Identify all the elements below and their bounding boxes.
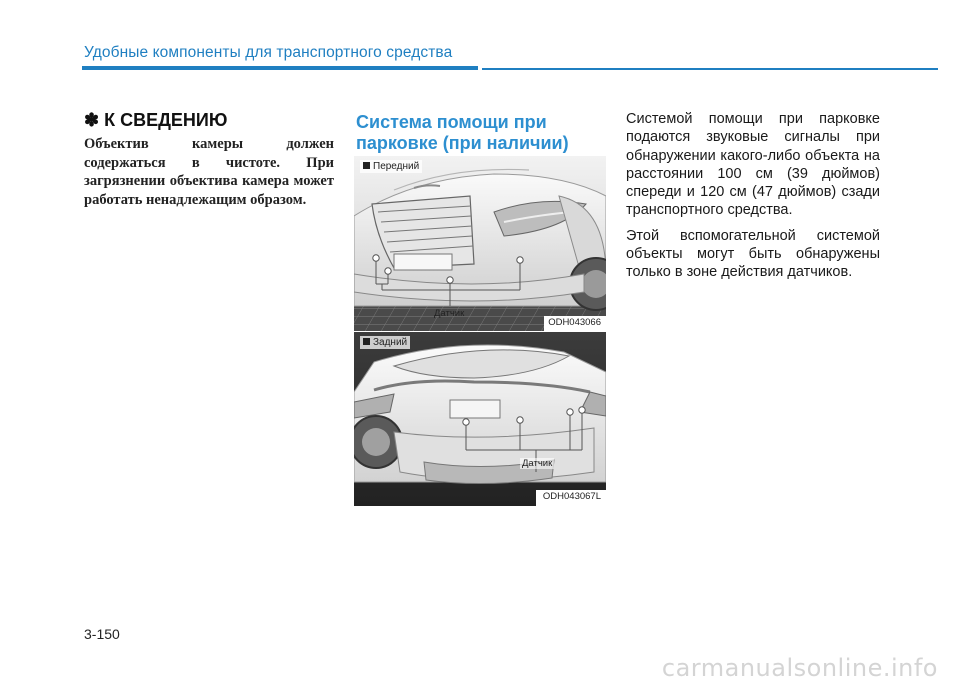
page-header-title: Удобные компоненты для транспортного средства <box>84 44 453 61</box>
watermark-text: carmanualsonline.info <box>661 654 938 682</box>
front-view-panel <box>354 156 606 331</box>
note-body: Объектив камеры должен содержаться в чистоте. При загрязнении объектива камера может работать ненадлежащим образом. <box>84 136 334 208</box>
header-rule-thin <box>482 68 938 70</box>
header-rule-thick <box>82 66 478 70</box>
front-view-label-text: Передний <box>373 161 420 172</box>
front-view-label <box>360 160 422 173</box>
front-sensor-label: Датчик <box>434 308 465 319</box>
page-number: 3-150 <box>84 626 120 642</box>
front-car-illustration <box>354 156 606 331</box>
rear-sensor-label: Датчик <box>522 458 553 469</box>
front-image-code: ODH043066 <box>545 317 604 328</box>
note-column <box>84 110 334 209</box>
section-title <box>356 112 606 154</box>
rear-car-illustration <box>354 332 606 506</box>
description-paragraph-2: Этой вспомогательной системой объекты могут быть обнаружены только в зоне действия датчиков. <box>626 227 880 281</box>
rear-image-code: ODH043067L <box>540 491 604 502</box>
rear-view-panel <box>354 332 606 506</box>
description-paragraph-1: Системой помощи при парковке подаются звуковые сигналы при обнаружении какого-либо объекта на расстоянии 100 см (39 дюймов) спереди и 120 см (47 дюймов) сзади транспортного средства. <box>626 111 880 219</box>
rear-view-label <box>360 336 410 349</box>
section-title-line1: Система помощи при <box>356 112 547 132</box>
square-bullet-icon <box>363 338 370 345</box>
square-bullet-icon <box>363 162 370 169</box>
section-title-line2: парковке (при наличии) <box>356 133 569 153</box>
parking-sensor-figure <box>354 156 606 506</box>
rear-view-label-text: Задний <box>373 337 408 348</box>
description-column <box>626 110 880 289</box>
note-heading <box>84 110 334 131</box>
note-heading-text: К СВЕДЕНИЮ <box>104 110 228 130</box>
note-symbol: ✽ <box>84 110 100 130</box>
